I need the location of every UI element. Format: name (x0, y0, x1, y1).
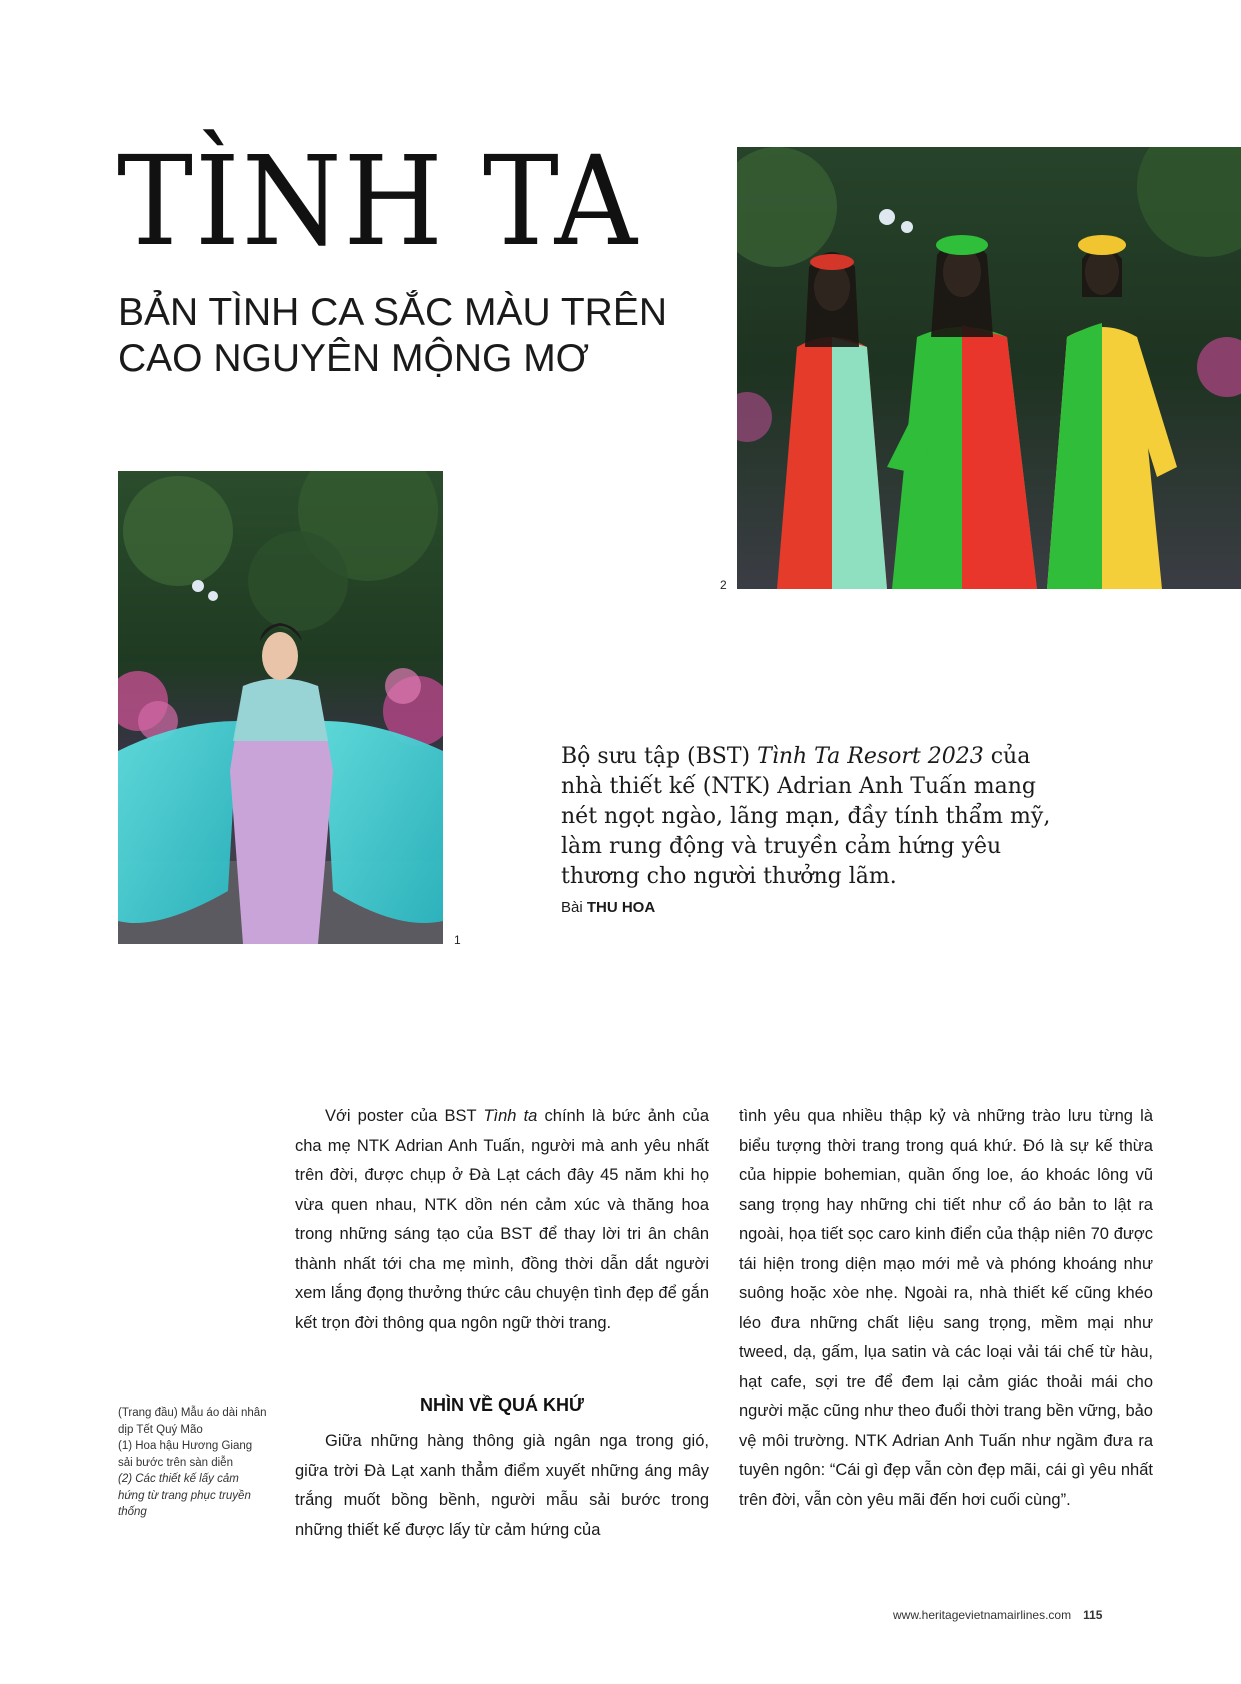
body-paragraph-3: tình yêu qua nhiều thập kỷ và những trào lưu từng là biểu tượng thời trang trong quá khứ. Đó là sự kế thừa của hippie bohemian, quần ống loe, áo khoác lông vũ sang trọng hay những chi tiết như cổ áo bản to lật ra ngoài, họa tiết sọc caro kinh điển của thập niên 70 được tái hiện trong diện mạo mới mẻ và phóng khoáng như suông hoặc xòe nhẹ. Ngoài ra, nhà thiết kế cũng khéo léo đưa những chất liệu sang trọng, mềm mại như tweed, dạ, gấm, lụa satin và các loại vải tái chế từ hàu, hạt cafe, sợi tre để đem lại cảm giác thoải mái cho người mặc cũng như theo đuổi thời trang bền vững, bảo vệ môi trường. NTK Adrian Anh Tuấn như ngầm đưa ra tuyên ngôn: “Cái gì đẹp vẫn còn đẹp mãi, cái gì yêu nhất trên đời, vẫn còn yêu mãi đến hơi cuối cùng”. (739, 1107, 1153, 1509)
page-footer (893, 1608, 1102, 1622)
photo-three-models (737, 147, 1241, 589)
author-name: THU HOA (586, 899, 656, 916)
figure-number-2: 2 (720, 578, 727, 592)
caption-3: (2) Các thiết kế lấy cảm hứng từ trang phục truyền thống (118, 1473, 251, 1518)
photo-captions (118, 1405, 268, 1521)
caption-2: (1) Hoa hậu Hương Giang sải bước trên sàn diễn (118, 1440, 253, 1469)
section-heading: NHÌN VỀ QUÁ KHỨ (420, 1395, 584, 1415)
body-paragraph-1: Với poster của BST Tình ta chính là bức ảnh của cha mẹ NTK Adrian Anh Tuấn, người mà anh yêu nhất trên đời, được chụp ở Đà Lạt cách đây 45 năm khi họ vừa quen nhau, NTK dồn nén cảm xúc và thăng hoa trong những sáng tạo của BST để thay lời tri ân chân thành nhất tới cha mẹ mình, đồng thời dẫn dắt người xem lắng đọng thưởng thức câu chuyện tình đẹp để gắn kết trọn đời thông qua ngôn ngữ thời trang. (295, 1107, 709, 1332)
page-number: 115 (1083, 1608, 1103, 1622)
byline: Bài THU HOA (561, 899, 656, 916)
website-url: www.heritagevietnamairlines.com (893, 1608, 1072, 1622)
article-subtitle: BẢN TÌNH CA SẮC MÀU TRÊN CAO NGUYÊN MỘNG MƠ (118, 291, 667, 380)
caption-1: (Trang đầu) Mẫu áo dài nhân dịp Tết Quý Mão (118, 1407, 267, 1436)
photo-model-turquoise-cape (118, 471, 443, 944)
collection-name: Tình Ta Resort 2023 (757, 744, 984, 769)
article-title: TÌNH TA (117, 130, 639, 274)
figure-number-1: 1 (454, 933, 461, 947)
lead-paragraph: Bộ sưu tập (BST) Tình Ta Resort 2023 của nhà thiết kế (NTK) Adrian Anh Tuấn mang nét ngọt ngào, lãng mạn, đầy tính thẩm mỹ, làm rung động và truyền cảm hứng yêu thương cho người thưởng lãm. (561, 744, 1051, 889)
body-paragraph-2: Giữa những hàng thông già ngân nga trong gió, giữa trời Đà Lạt xanh thẳm điểm xuyết những áng mây trắng muốt bồng bềnh, người mẫu sải bước trong những thiết kế được lấy từ cảm hứng của (295, 1432, 709, 1539)
